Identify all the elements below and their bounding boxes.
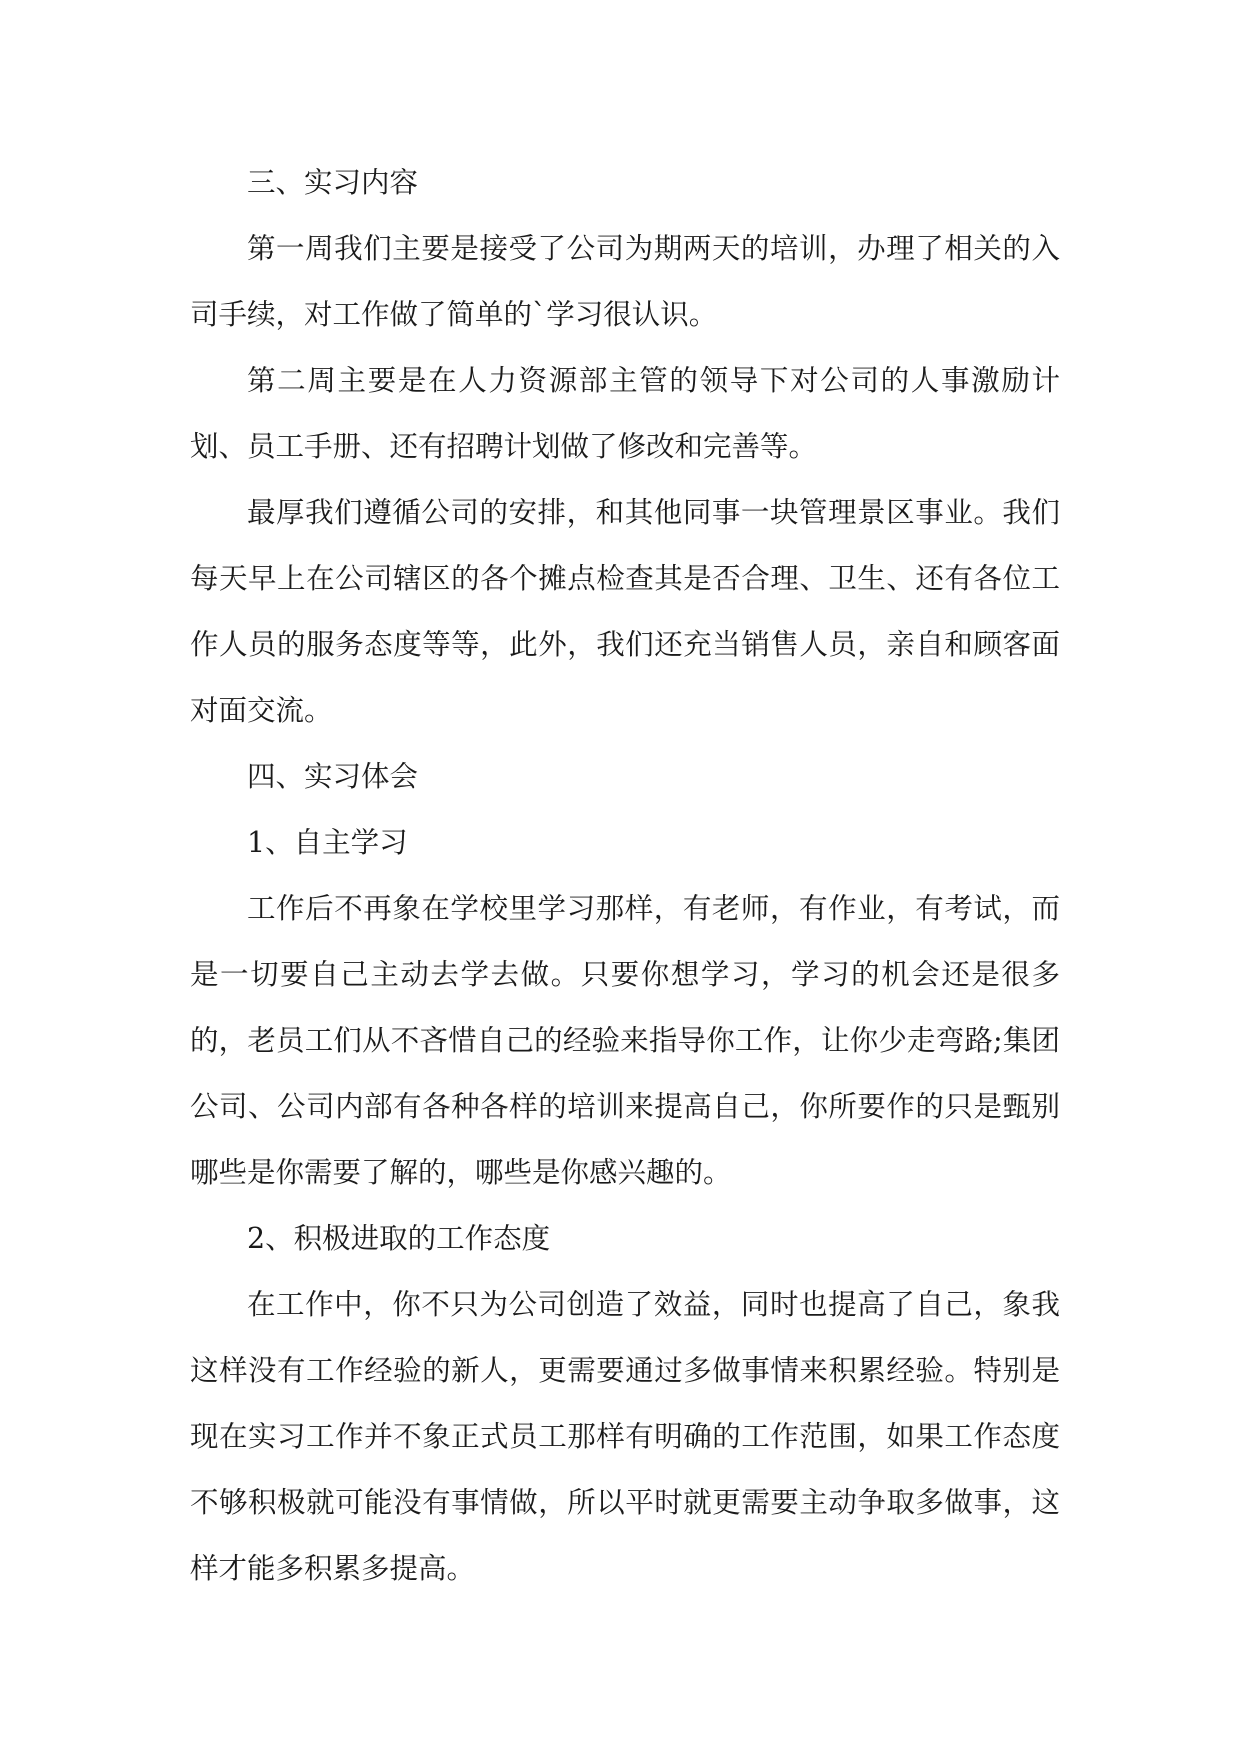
document-body: [190, 150, 1060, 1602]
paragraph-week-one: 第一周我们主要是接受了公司为期两天的培训，办理了相关的入司手续，对工作做了简单的`学习很认识。: [190, 232, 1060, 331]
section-heading-internship-experience: 四、实习体会: [247, 760, 419, 793]
paragraph-final-work: 最厚我们遵循公司的安排，和其他同事一块管理景区事业。我们每天早上在公司辖区的各个摊点检查其是否合理、卫生、还有各位工作人员的服务态度等等，此外，我们还充当销售人员，亲自和顾客面对面交流。: [190, 496, 1060, 727]
section-heading-internship-content: 三、实习内容: [247, 166, 419, 199]
paragraph-self-study: 工作后不再象在学校里学习那样，有老师，有作业，有考试，而是一切要自己主动去学去做。只要你想学习，学习的机会还是很多的，老员工们从不吝惜自己的经验来指导你工作，让你少走弯路;集团公司、公司内部有各种各样的培训来提高自己，你所要作的只是甄别哪些是你需要了解的，哪些是你感兴趣的。: [190, 892, 1060, 1189]
paragraph-work-attitude: 在工作中，你不只为公司创造了效益，同时也提高了自己，象我这样没有工作经验的新人，更需要通过多做事情来积累经验。特别是现在实习工作并不象正式员工那样有明确的工作范围，如果工作态度不够积极就可能没有事情做，所以平时就更需要主动争取多做事，这样才能多积累多提高。: [190, 1288, 1060, 1585]
subheading-work-attitude: 2、积极进取的工作态度: [247, 1222, 551, 1255]
subheading-self-study: 1、自主学习: [247, 826, 408, 859]
paragraph-week-two: 第二周主要是在人力资源部主管的领导下对公司的人事激励计划、员工手册、还有招聘计划做了修改和完善等。: [190, 364, 1060, 463]
